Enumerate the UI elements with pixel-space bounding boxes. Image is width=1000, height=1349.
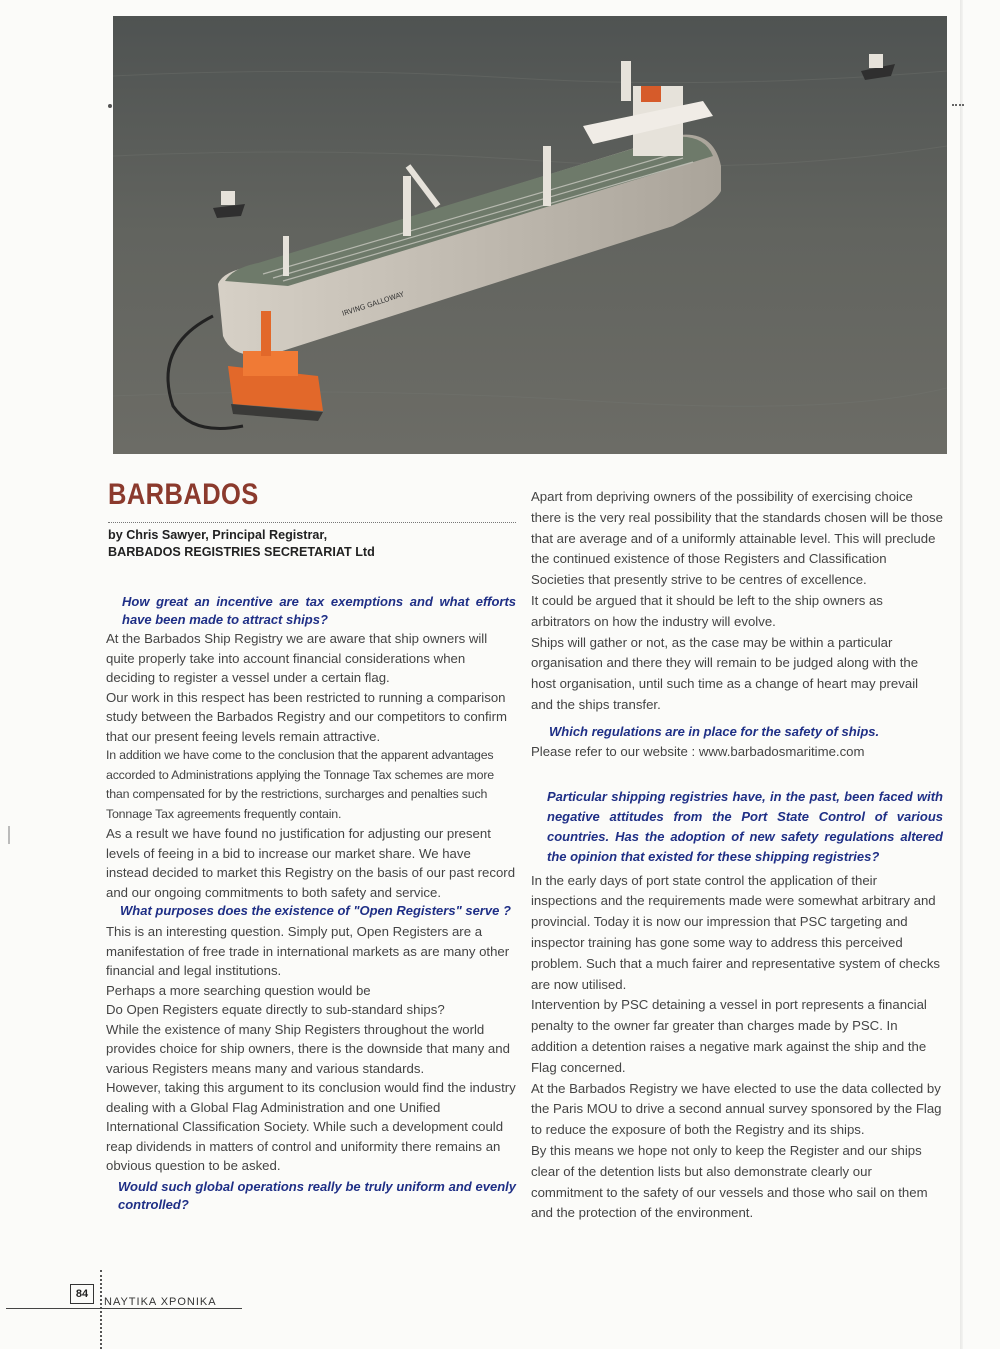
footer-dotted-rule	[100, 1270, 102, 1349]
paragraph: Apart from depriving owners of the possibility of exercising choice there is the very real possibility that the standards chosen will be those that are average and of a uniformly attainable level. This will preclude the continued existence of those Registers and Classification Societies that presently strive to be centres of excellence.	[531, 489, 943, 588]
right-column	[531, 487, 943, 1224]
crop-mark-right	[952, 104, 964, 109]
paragraph: Ships will gather or not, as the case may be within a particular organisation and there they will remain to be judged along with the host organisation, until such time as a change of heart may prevail and the ships transfer.	[531, 634, 919, 712]
paragraph: Intervention by PSC detaining a vessel in port represents a financial penalty to the owner far greater than charges made by PSC. In addition a detention raises a negative mark against the ship and the Flag concerned.	[531, 997, 927, 1075]
paragraph: At the Barbados Registry we have elected to use the data collected by the Paris MOU to drive a second annual survey sponsored by the Flag to reduce the exposure of both the Registry and its ships.	[531, 1080, 942, 1138]
page-number: 84	[70, 1284, 94, 1304]
article-title: BARBADOS	[108, 478, 259, 511]
question-heading: Would such global operations really be truly uniform and evenly controlled?	[118, 1178, 516, 1212]
paragraph: At the Barbados Ship Registry we are aware that ship owners will quite properly take into account financial considerations when deciding to register a vessel under a certain flag.	[106, 631, 488, 685]
page-edge-shadow	[960, 0, 963, 1349]
question-heading: What purposes does the existence of "Open Registers" serve ?	[120, 903, 511, 918]
paragraph: As a result we have found no justification for adjusting our present levels of feeing in a bid to increase our market share. We have instead decided to market this Registry on the basis of our past record and our ongoing commitments to both safety and service.	[106, 826, 516, 900]
paragraph: This is an interesting question. Simply put, Open Registers are a manifestation of free trade in international markets as are many other financial and legal institutions.	[106, 924, 510, 978]
left-column	[106, 593, 516, 1214]
byline-organisation: BARBADOS REGISTRIES SECRETARIAT Ltd	[108, 545, 375, 559]
byline-author: by Chris Sawyer, Principal Registrar,	[108, 528, 328, 542]
title-divider	[108, 522, 516, 523]
paragraph: Our work in this respect has been restricted to running a comparison study between the Barbados Registry and our competitors to confirm that our present feeing levels remain attractive.	[106, 689, 507, 744]
paragraph: In addition we have come to the conclusion that the apparent advantages accorded to Administrations applying the Tonnage Tax schemes are more than compensated for by the restrictions, surcharges and penalties such Tonnage Tax agreements frequently contain.	[106, 748, 494, 821]
crop-mark-left	[108, 104, 112, 108]
byline	[108, 527, 518, 561]
paragraph: Do Open Registers equate directly to sub-standard ships?	[106, 1002, 445, 1017]
paragraph: In the early days of port state control the application of their inspections and the requirements made were somewhat arbitrary and provincial. Today it is now our impression that PSC targeting and inspector training has gone some way to address this perceived problem. Such that a much fairer and representative system of checks are now utilised.	[531, 872, 941, 992]
question-heading: How great an incentive are tax exemptions and what efforts have been made to attract ships?	[122, 594, 516, 627]
ship-name-text: IRVING GALLOWAY	[341, 290, 406, 318]
question-heading: Which regulations are in place for the safety of ships.	[549, 723, 880, 739]
publication-name: ΝΑΥΤΙΚΑ ΧΡΟΝΙΚΑ	[104, 1296, 217, 1308]
paragraph: However, taking this argument to its conclusion would find the industry dealing with a Global Flag Administration and one Unified International Classification Society. While such a development could reap dividends in matters of control and uniformity there remains an obvious question to be asked.	[106, 1080, 516, 1173]
question-heading: Particular shipping registries have, in the past, been faced with negative attitudes from the Port State Control of various countries. Has the adoption of new safety regulations altered the opinion that existed for these shipping registries?	[547, 788, 943, 864]
website-line: Please refer to our website : www.barbadosmaritime.com	[531, 743, 865, 759]
tanker-photo	[113, 16, 947, 454]
paragraph: By this means we hope not only to keep the Register and our ships clear of the detention lists but also demonstrate clearly our commitment to the safety of our vessels and those who sail on them and the protection of the environment.	[531, 1142, 928, 1221]
paragraph: Perhaps a more searching question would be	[106, 982, 371, 998]
paragraph: While the existence of many Ship Registers throughout the world provides choice for ship owners, there is the downside that many and various Registers means many and various standards.	[106, 1021, 510, 1076]
paragraph: It could be argued that it should be left to the ship owners as arbitrators on how the industry will evolve.	[531, 592, 883, 629]
footer-rule	[6, 1308, 242, 1309]
margin-mark	[8, 826, 10, 844]
